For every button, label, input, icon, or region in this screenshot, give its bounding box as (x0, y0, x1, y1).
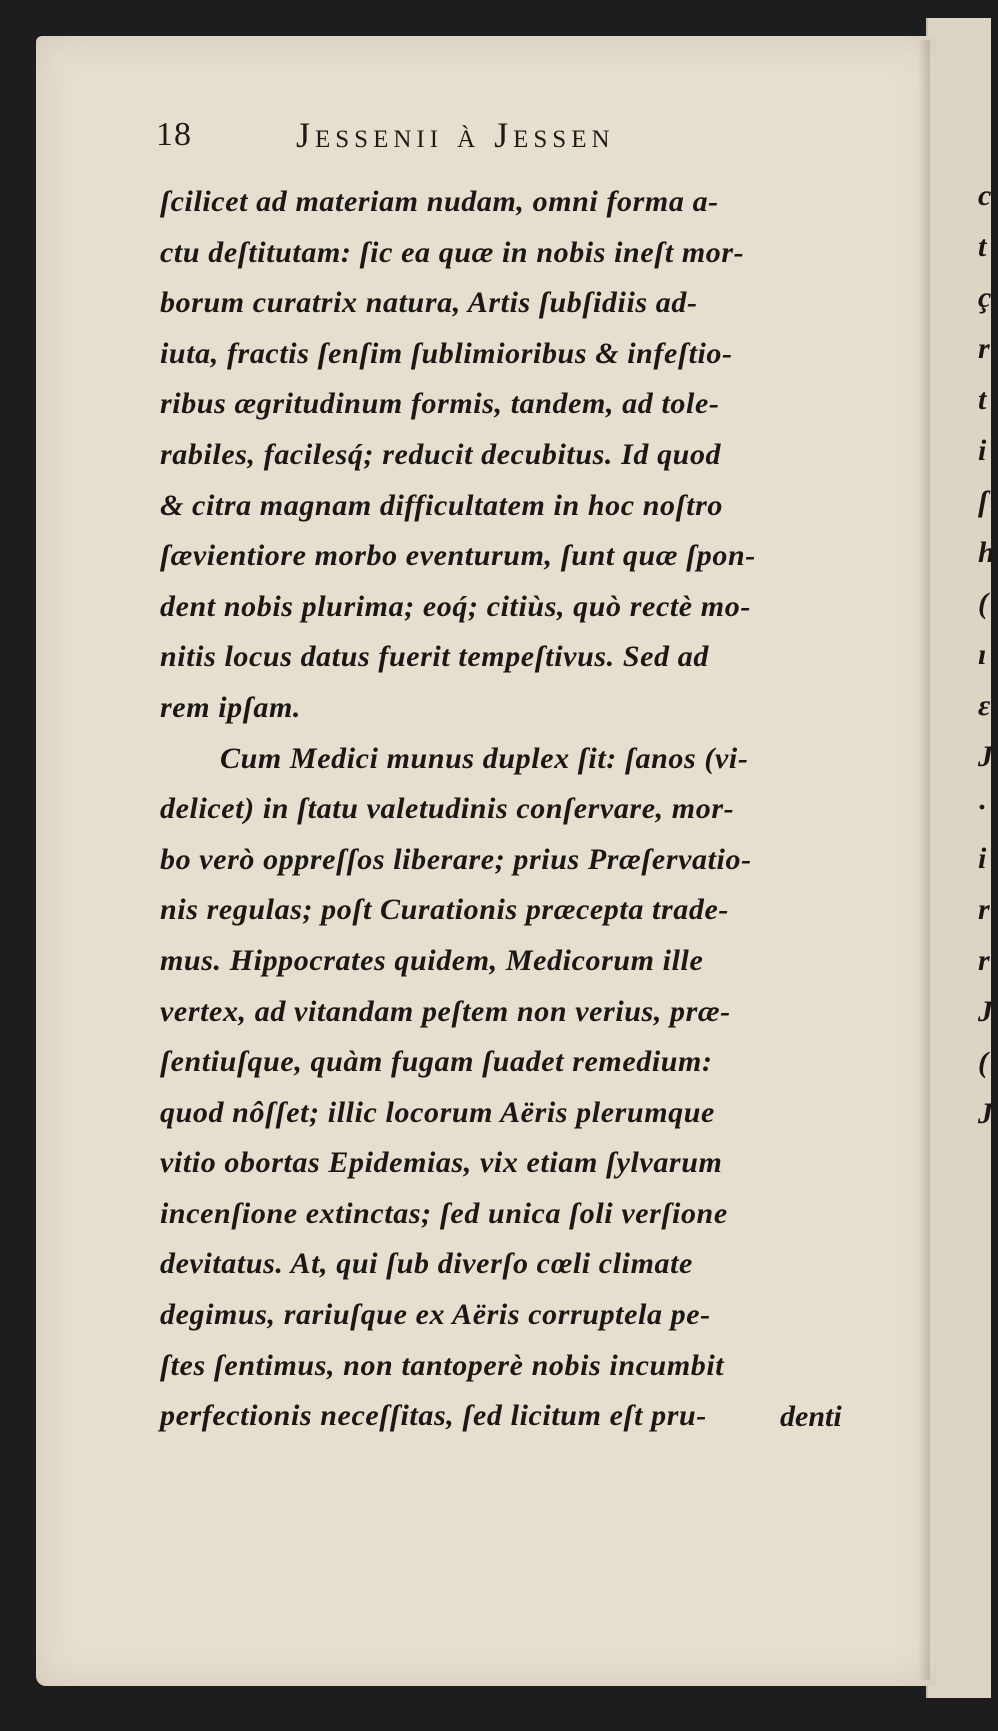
text-line: dent nobis plurima; eoq́; citiùs, quò rectè mo- (160, 589, 751, 623)
facing-page-letter: ( (978, 587, 988, 620)
text-line: bo verò oppreſſos liberare; prius Præſervatio- (160, 842, 752, 876)
text-line: nitis locus datus fuerit tempeſtivus. Sed ad (160, 640, 709, 674)
text-line: ſtes ſentimus, non tantoperè nobis incumbit (160, 1348, 725, 1382)
facing-page-letter: r (978, 944, 990, 977)
text-line: quod nôſſet; illic locorum Aëris plerumque (160, 1095, 715, 1129)
catchword: denti (780, 1400, 842, 1433)
page-number: 18 (156, 116, 192, 153)
text-line: incenſione extinctas; ſed unica ſoli verſione (160, 1196, 728, 1230)
page-gutter-shadow (918, 40, 930, 1680)
text-line: rem ipſam. (160, 690, 301, 724)
text-line: perfectionis neceſſitas, ſed licitum eſt pru- (160, 1399, 707, 1433)
text-line: delicet) in ſtatu valetudinis conſervare, mor- (160, 792, 735, 826)
text-line: vitio obortas Epidemias, vix etiam ſylvarum (160, 1146, 723, 1180)
text-line: ſentiuſque, quàm fugam ſuadet remedium: (160, 1045, 713, 1079)
facing-page-letter: ε (978, 689, 991, 722)
facing-page-letter: J (978, 1097, 993, 1130)
page-header (156, 112, 776, 162)
facing-page-letter: h (978, 536, 995, 569)
text-line: devitatus. At, qui ſub diverſo cœli climate (160, 1247, 693, 1281)
body-text (160, 177, 912, 1442)
paragraph-start-line: Cum Medici munus duplex ſit: ſanos (vi- (220, 741, 749, 775)
text-line: & citra magnam difficultatem in hoc noſtro (160, 488, 724, 522)
running-title: Jessenii à Jessen (296, 115, 615, 155)
text-line: vertex, ad vitandam peſtem non verius, præ- (160, 994, 731, 1028)
facing-page-letter: ( (978, 1046, 988, 1079)
facing-page-letter: J (978, 740, 993, 773)
facing-page-letter: r (978, 893, 990, 926)
text-line: ctu deſtitutam: ſic ea quæ in nobis ineſt mor- (160, 235, 745, 269)
text-line: mus. Hippocrates quidem, Medicorum ille (160, 943, 704, 977)
text-line: ſævientiore morbo eventurum, ſunt quæ ſpon- (160, 539, 756, 573)
facing-page-letter: ı (978, 638, 987, 671)
facing-page-letter: ç (978, 281, 992, 314)
facing-page-letter: J (978, 995, 993, 1028)
text-line: iuta, fractis ſenſim ſublimioribus & infeſtio- (160, 336, 733, 370)
facing-page-letter: i (978, 842, 987, 875)
facing-page-letter: c (978, 179, 992, 212)
facing-page-letter: ſ (978, 485, 988, 518)
facing-page-letter: t (978, 230, 987, 263)
facing-page-letter: t (978, 383, 987, 416)
text-line: ribus ægritudinum formis, tandem, ad tole- (160, 387, 720, 421)
text-line: degimus, rariuſque ex Aëris corruptela pe- (160, 1298, 711, 1332)
text-line: ſcilicet ad materiam nudam, omni forma a- (160, 185, 719, 218)
facing-page-text-fragments (978, 170, 998, 1139)
text-line: rabiles, facilesq́; reducit decubitus. Id quod (160, 437, 722, 471)
facing-page-letter: r (978, 332, 990, 365)
text-line: borum curatrix natura, Artis ſubſidiis ad- (160, 286, 698, 320)
facing-page-letter: i (978, 434, 987, 467)
facing-page-letter: · (978, 791, 986, 824)
text-line: nis regulas; poſt Curationis præcepta trade- (160, 893, 729, 927)
